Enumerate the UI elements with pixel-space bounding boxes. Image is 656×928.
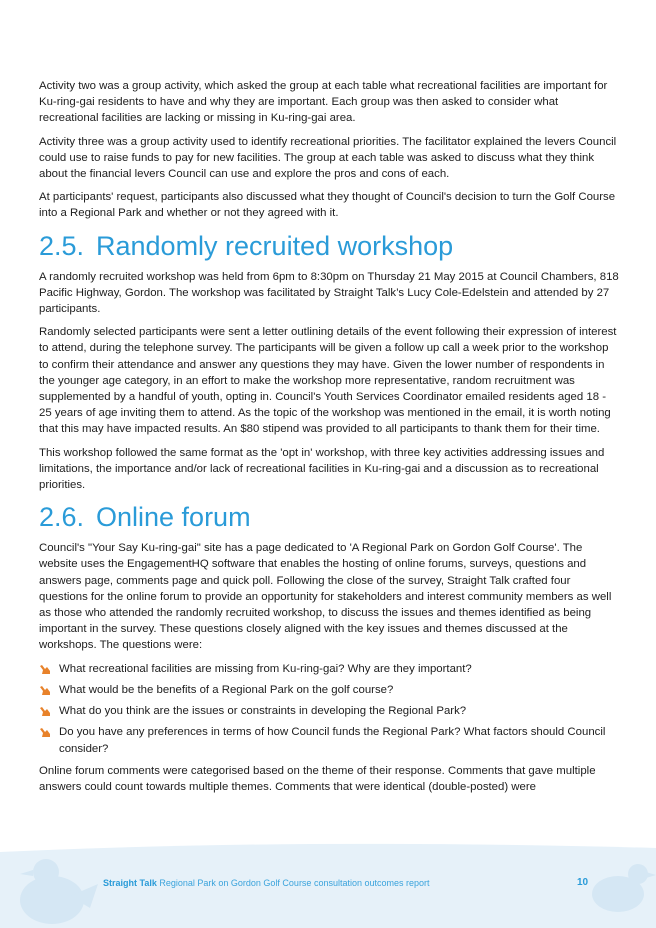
section-number: 2.5. (39, 230, 85, 261)
paragraph-workshop-format: This workshop followed the same format as the 'opt in' workshop, with three key activities addressing issues and limitations, the importance and/or lack of recreational facilities in Ku-ring-gai and a discussion as to recreational priorities. (39, 446, 605, 492)
bird-bullet-icon (39, 727, 51, 738)
paragraph-online-forum-intro: Council's "Your Say Ku-ring-gai" site has a page dedicated to 'A Regional Park on Gordon Golf Course'. The website uses the EngagementHQ software that enables the hosting of online forums, surveys, questions and answers page, comments page and quick poll. Following the close of the survey, Straight Talk crafted four questions for the online forum to provide an opportunity for stakeholders and interest community members as well as those who attended the randomly recruited workshop, to discuss the issues and themes identified as being important in the survey. These questions closely aligned with the key issues and themes discussed at the workshops. The questions were: (39, 542, 612, 652)
footer-report-line (103, 878, 430, 888)
page-number: 10 (577, 877, 589, 888)
paragraph-activity-three: Activity three was a group activity used to identify recreational priorities. The facilitator explained the levers Council could use to raise funds to pay for new facilities. The group at each table was asked to discuss what they think about the financial levers Council can use and explore the pros and cons of each. (39, 135, 617, 181)
question-text: What recreational facilities are missing from Ku-ring-gai? Why are they important? (59, 662, 472, 675)
bird-bullet-icon (39, 685, 51, 696)
paragraph-random-selection: Randomly selected participants were sent a letter outlining details of the event following their expression of interest to attend, during the telephone survey. The participants will be given a follow up call a week prior to the workshop to confirm their attendance and answer any questions they may have. Given the lower number of respondents in the younger age category, in an effort to make the workshop more representative, random recruitment was supplemented by a handful of youth, opting in. Council's Youth Services Coordinator emailed residents aged 18 - 25 years of age inviting them to attend. As the topic of the workshop was mentioned in the email, it is worth noting that this may have impacted results. An $80 stipend was provided to all participants to thank them for their time. (39, 326, 617, 436)
list-item (39, 682, 619, 698)
paragraph-participants-request: At participants' request, participants also discussed what they thought of Council's decision to turn the Golf Course into a Regional Park and whether or not they agreed with it. (39, 191, 616, 220)
paragraph-forum-categorisation: Online forum comments were categorised based on the theme of their response. Comments that gave multiple answers could count towards multiple themes. Comments that were identical (double-posted) were (39, 764, 596, 793)
section-heading-randomly-recruited-workshop (39, 229, 619, 263)
list-item (39, 661, 619, 677)
page-footer (0, 838, 656, 928)
section-heading-online-forum (39, 500, 619, 534)
list-item (39, 724, 619, 756)
question-text: What do you think are the issues or constraints in developing the Regional Park? (59, 705, 467, 718)
list-item (39, 703, 619, 719)
page-body (39, 78, 619, 802)
forum-questions-list (39, 661, 619, 757)
bird-bullet-icon (39, 706, 51, 717)
section-number: 2.6. (39, 502, 85, 533)
footer-brand: Straight Talk (103, 878, 157, 888)
footer-report-title: Regional Park on Gordon Golf Course consultation outcomes report (159, 878, 430, 888)
question-text: What would be the benefits of a Regional Park on the golf course? (59, 683, 394, 696)
question-text: Do you have any preferences in terms of how Council funds the Regional Park? What factors should Council consider? (59, 726, 606, 755)
section-title: Randomly recruited workshop (96, 230, 454, 261)
paragraph-activity-two: Activity two was a group activity, which asked the group at each table what recreational facilities are important for Ku-ring-gai residents to have and why they are important. Each group was then asked to consider what recreational facilities are lacking or missing in Ku-ring-gai area. (39, 80, 608, 125)
section-title: Online forum (96, 502, 251, 533)
paragraph-workshop-details: A randomly recruited workshop was held from 6pm to 8:30pm on Thursday 21 May 2015 at Council Chambers, 818 Pacific Highway, Gordon. The workshop was facilitated by Straight Talk’s Lucy Cole-Edelstein and attended by 27 participants. (39, 270, 619, 316)
bird-bullet-icon (39, 664, 51, 675)
